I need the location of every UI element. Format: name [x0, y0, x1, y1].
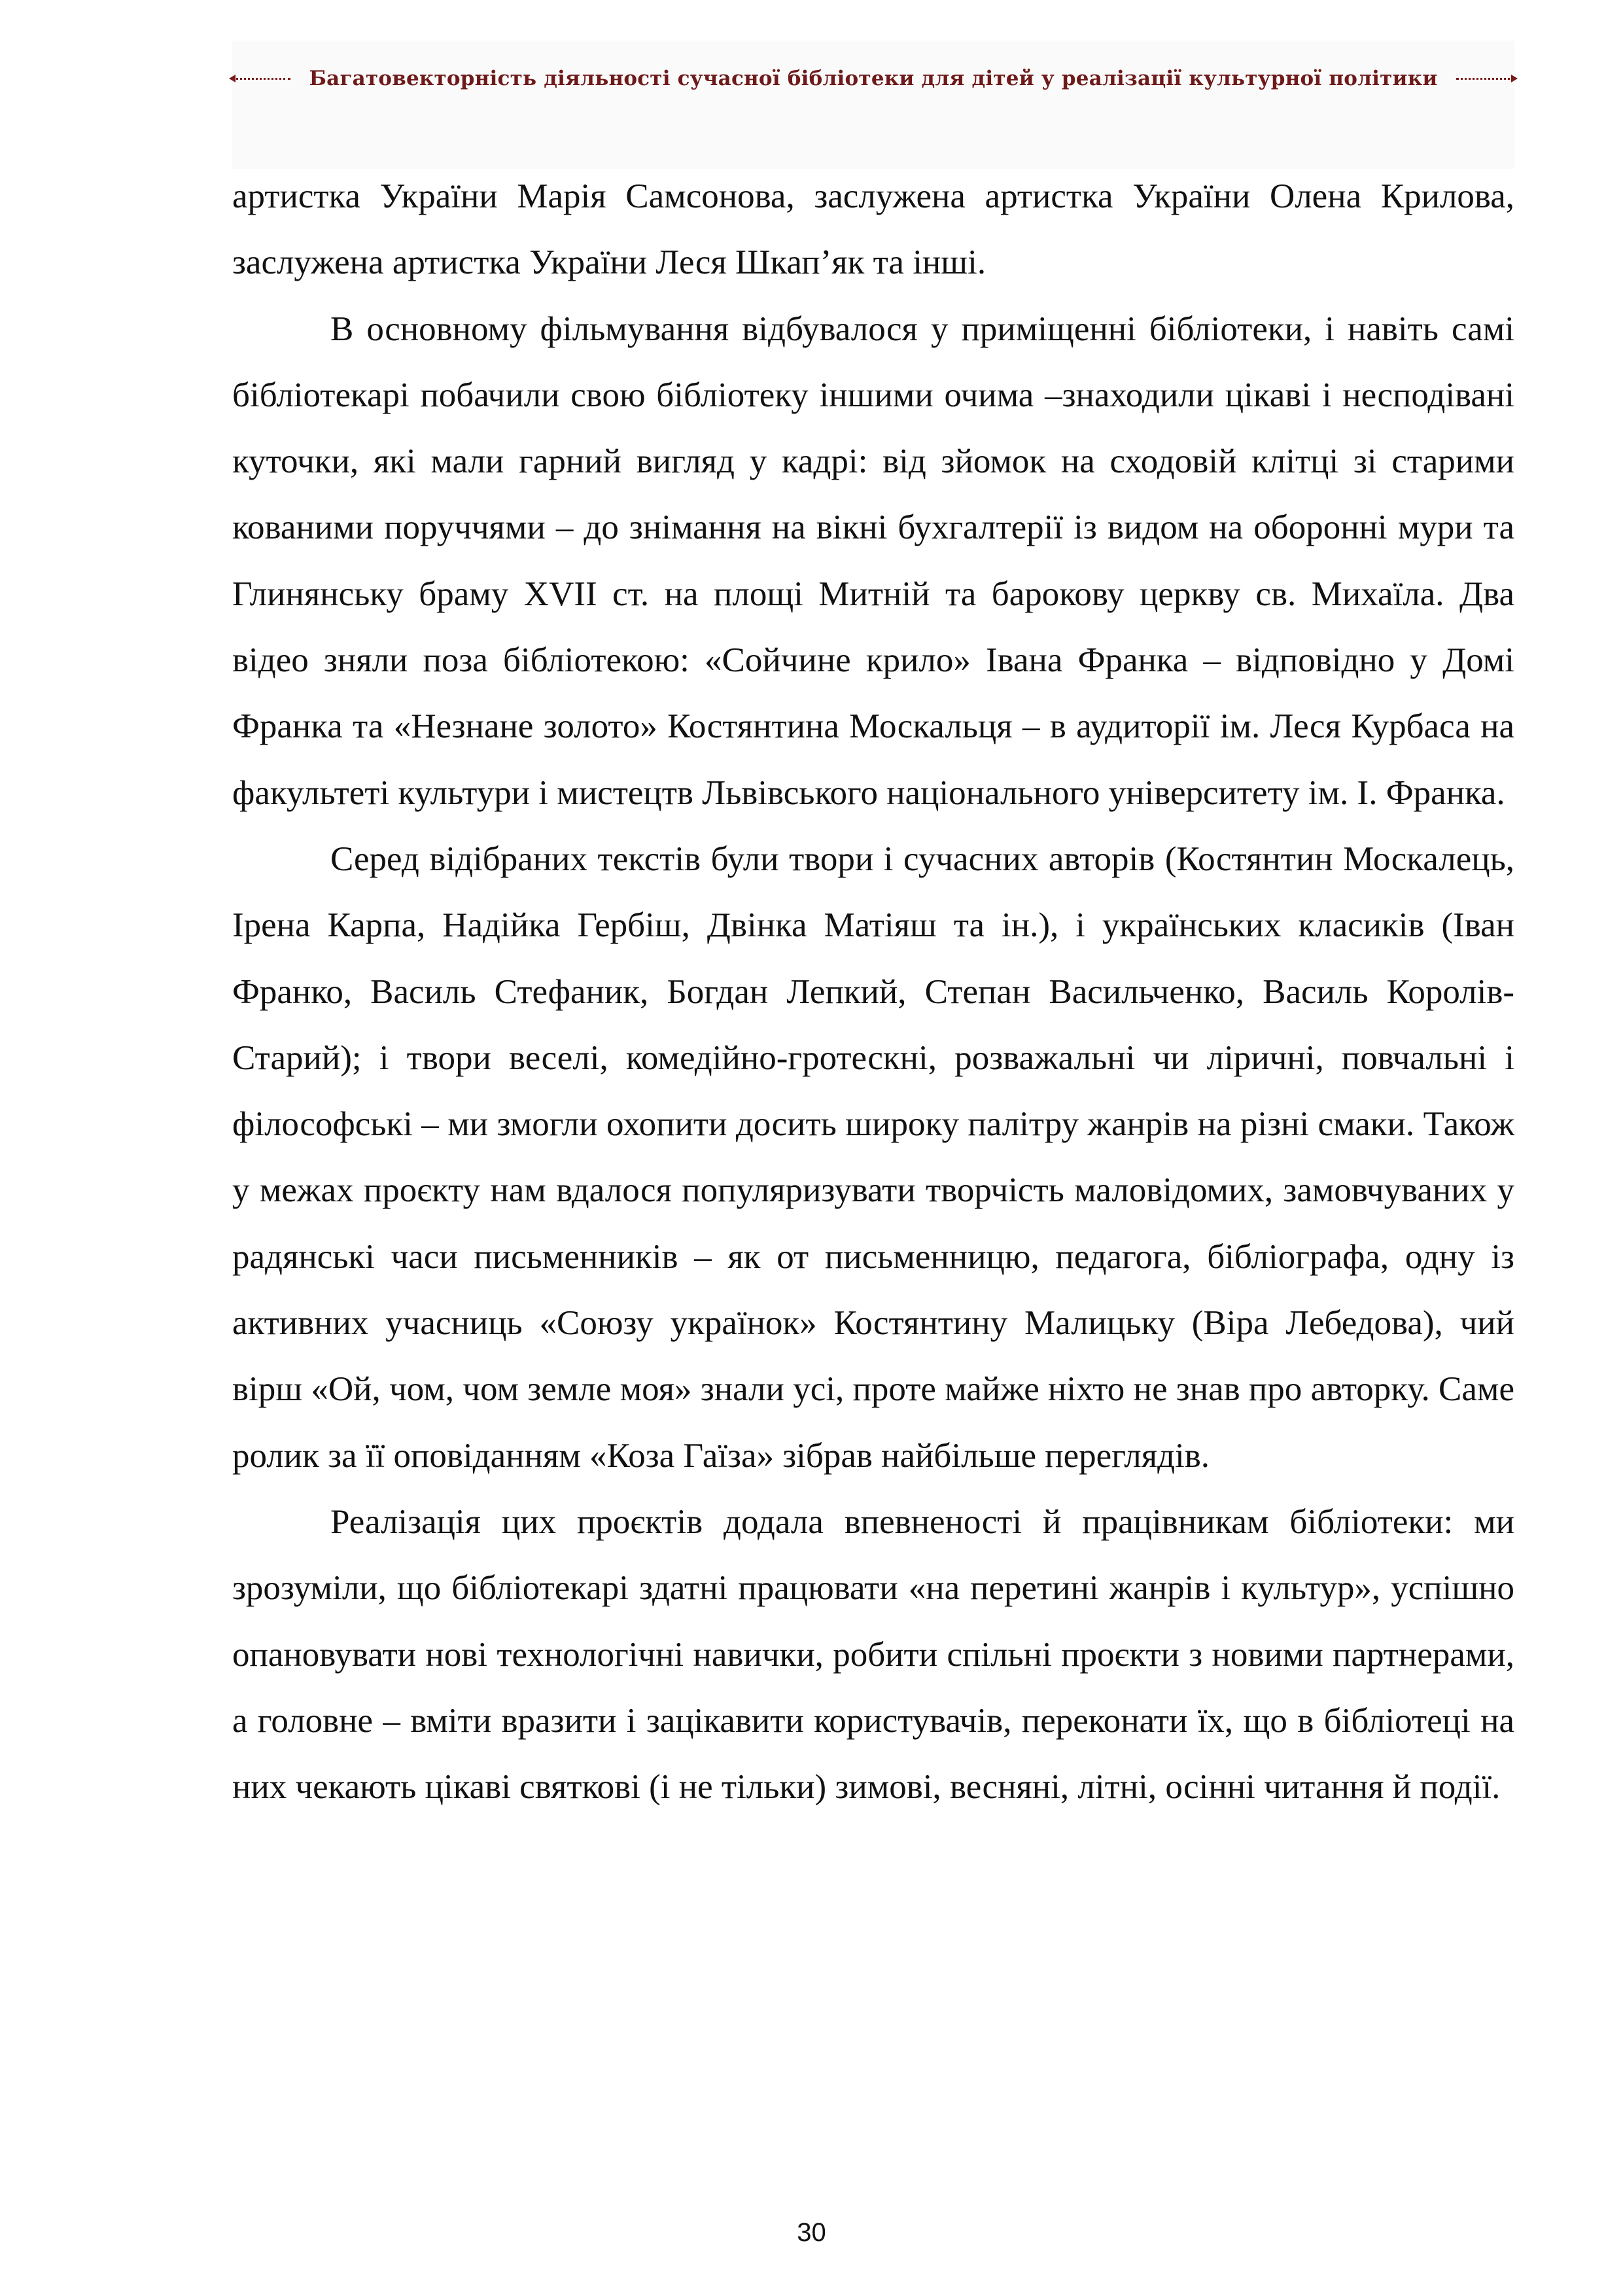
paragraph-4: Реалізація цих проєктів додала впевненості й працівникам бібліотеки: ми зрозуміли, що бібліотекарі здатні працювати «на перетині жанрів і культур», успішно опановувати нові технологічні навички, робити спільні проєкти з новими партнерами, а головне – вміти вразити і зацікавити користувачів, переконати їх, що в бібліотеці на них чекають цікаві святкові (і не тільки) зимові, весняні, літні, осінні читання й події. — [232, 1502, 1514, 1807]
running-header — [232, 41, 1514, 169]
paragraph-2: В основному фільмування відбувалося у приміщенні бібліотеки, і навіть самі бібліотекарі побачили свою бібліотеку іншими очима –знаходили цікаві і несподівані куточки, які мали гарний вигляд у кадрі: від зйомок на сходовій клітці зі старими кованими поруччями – до знімання на вікні бухгалтерії із видом на оборонні мури та Глинянську браму XVII ст. на площі Митній та барокову церкву св. Михаїла. Два відео зняли поза бібліотекою: «Сойчине крило» Івана Франка – відповідно у Домі Франка та «Незнане золото» Костянтина Москальця – в аудиторії ім. Леся Курбаса на факультеті культури і мистецтв Львівського національного університету ім. І. Франка. — [232, 309, 1514, 812]
header-left-arrow-rule — [232, 78, 290, 80]
page-number: 30 — [797, 2218, 826, 2247]
header-title: Багатовекторність діяльності сучасної бібліотеки для дітей у реалізації культурної політики — [309, 67, 1438, 90]
header-right-arrow-rule — [1456, 78, 1515, 80]
paragraph-1: артистка України Марія Самсонова, заслужена артистка України Олена Крилова, заслужена артистка України Леся Шкап’як та інші. — [232, 177, 1514, 282]
page-body — [232, 164, 1514, 1820]
paragraph-3: Серед відібраних текстів були твори і сучасних авторів (Костянтин Москалець, Ірена Карпа, Надійка Гербіш, Двінка Матіяш та ін.), і українських класиків (Іван Франко, Василь Стефаник, Богдан Лепкий, Степан Васильченко, Василь Королів-Старий); і твори веселі, комедійно-гротескні, розважальні чи ліричні, повчальні і філософські – ми змогли охопити досить широку палітру жанрів на різні смаки. Також у межах проєкту нам вдалося популяризувати творчість маловідомих, замовчуваних у радянські часи письменників – як от письменницю, педагога, бібліографа, одну із активних учасниць «Союзу українок» Костянтину Малицьку (Віра Лебедова), чий вірш «Ой, чом, чом земле моя» знали усі, проте майже ніхто не знав про авторку. Саме ролик за її оповіданням «Коза Гаїза» зібрав найбільше переглядів. — [232, 839, 1514, 1475]
header-line — [232, 67, 1514, 90]
